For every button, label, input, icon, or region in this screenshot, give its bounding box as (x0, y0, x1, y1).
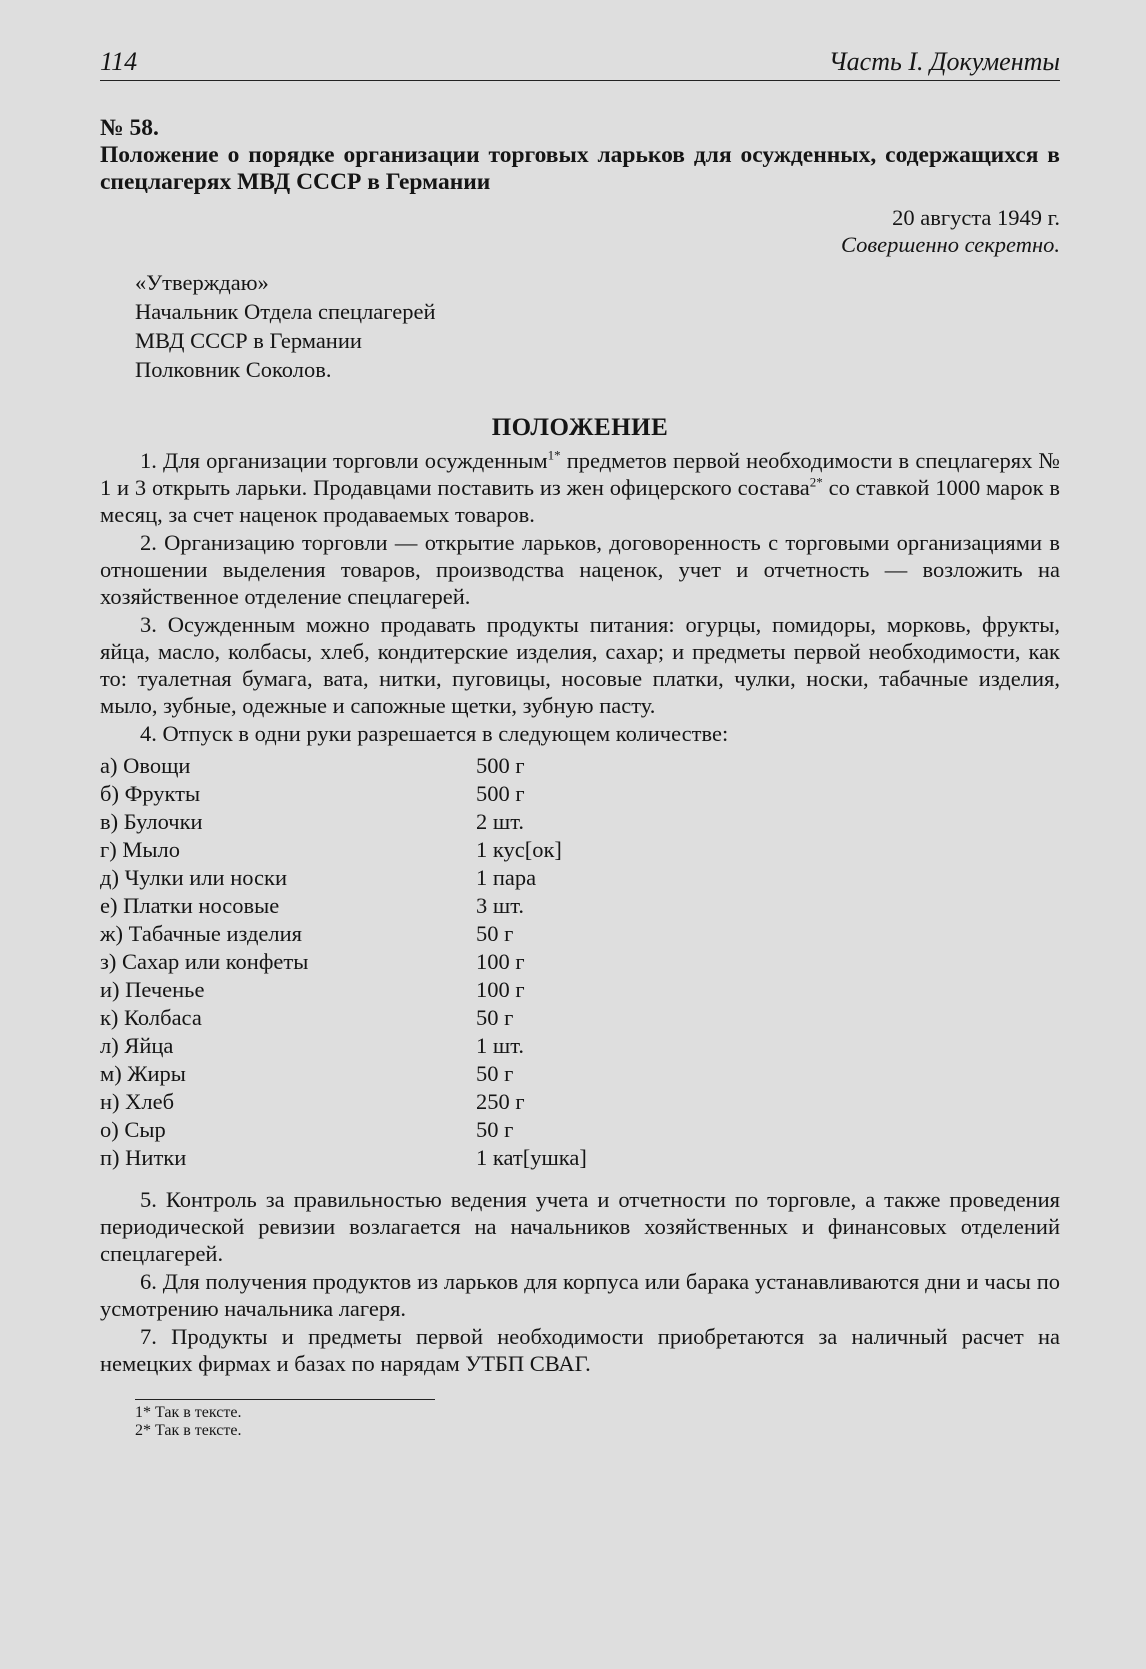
ration-quantity: 50 г (476, 1061, 514, 1086)
ration-item: ж) Табачные изделия (100, 921, 303, 946)
paragraph-3: 3. Осужденным можно продавать продукты питания: огурцы, помидоры, морковь, фрукты, яйца, масло, колбасы, хлеб, кондитерские изделия, сахар; и предметы первой необходимости, как то: туалетная бумага, вата, нитки, пуговицы, носовые платки, чулки, носки, табачные изделия, мыло, зубные, одежные и сапожные щетки, зубную пасту. (100, 612, 1060, 718)
ration-item: л) Яйца (100, 1033, 174, 1058)
ration-item: а) Овощи (100, 753, 191, 778)
ration-row (100, 780, 1060, 808)
ration-row (100, 808, 1060, 836)
ration-quantity: 1 кус[ок] (476, 837, 562, 862)
footnote-divider (135, 1399, 435, 1400)
approval-line: «Утверждаю» (135, 270, 269, 295)
ration-row (100, 1032, 1060, 1060)
footnote-ref: 2* (809, 474, 823, 490)
ration-row (100, 752, 1060, 780)
ration-row (100, 1088, 1060, 1116)
ration-item: д) Чулки или носки (100, 865, 288, 890)
document-title: Положение о порядке организации торговых ларьков для осужденных, содержащихся в спецлагерях МВД СССР в Германии (100, 142, 1060, 195)
document-number: № 58. (100, 115, 159, 141)
ration-quantity: 100 г (476, 977, 525, 1002)
page-number: 114 (100, 47, 138, 76)
secrecy-mark: Совершенно секретно. (840, 232, 1060, 257)
ration-quantity: 50 г (476, 1117, 514, 1142)
ration-quantity: 500 г (476, 753, 525, 778)
approval-line: МВД СССР в Германии (135, 328, 362, 353)
approval-line: Полковник Соколов. (135, 357, 332, 382)
ration-item: б) Фрукты (100, 781, 201, 806)
footnote: 1* Так в тексте. (135, 1404, 242, 1421)
ration-row (100, 1004, 1060, 1032)
paragraph-6: 6. Для получения продуктов из ларьков для корпуса или барака устанавливаются дни и часы по усмотрению начальника лагеря. (100, 1269, 1060, 1321)
paragraph-5: 5. Контроль за правильностью ведения учета и отчетности по торговле, а также проведения периодической ревизии возлагается на начальников хозяйственных и финансовых отделений спецлагерей. (100, 1187, 1060, 1266)
ration-item: и) Печенье (100, 977, 205, 1002)
paragraph-7: 7. Продукты и предметы первой необходимости приобретаются за наличный расчет на немецких фирмах и базах по нарядам УТБП СВАГ. (100, 1324, 1060, 1376)
ration-item: к) Колбаса (100, 1005, 202, 1030)
ration-row (100, 892, 1060, 920)
ration-item: н) Хлеб (100, 1089, 175, 1114)
ration-row (100, 920, 1060, 948)
ration-item: г) Мыло (100, 837, 180, 862)
document-body (100, 115, 1060, 1440)
ration-item: з) Сахар или конфеты (100, 949, 309, 974)
ration-row (100, 948, 1060, 976)
ration-row (100, 976, 1060, 1004)
document-date: 20 августа 1949 г. (892, 205, 1060, 230)
ration-quantity: 1 шт. (476, 1033, 524, 1058)
ration-row (100, 864, 1060, 892)
approval-line: Начальник Отдела спецлагерей (135, 299, 436, 324)
running-header (100, 47, 1060, 81)
ration-quantity: 500 г (476, 781, 525, 806)
ration-item: п) Нитки (100, 1145, 187, 1170)
footnotes (135, 1404, 1060, 1440)
ration-row (100, 1144, 1060, 1172)
ration-quantity: 1 пара (476, 865, 537, 890)
paragraph-1: 1. Для организации торговли осужденным$^{1*}$ предметов первой необходимости в спецлагерях № 1 и 3 открыть ларьки. Продавцами поставить из жен офицерского состава$^{2*}$ со ставкой 1000 марок в месяц, за счет наценок продаваемых товаров. (100, 447, 1060, 527)
section-title: Часть I. Документы (828, 47, 1060, 76)
ration-item: о) Сыр (100, 1117, 166, 1142)
ration-item: в) Булочки (100, 809, 203, 834)
ration-quantity: 3 шт. (476, 893, 524, 918)
footnote-ref: 1* (547, 447, 561, 463)
paragraph-4: 4. Отпуск в одни руки разрешается в следующем количестве: (140, 721, 729, 746)
paragraph-2: 2. Организацию торговли — открытие ларьков, договоренность с торговыми организациями в отношении выделения товаров, производства наценок, учет и отчетность — возложить на хозяйственное отделение спецлагерей. (100, 530, 1060, 609)
footnote: 2* Так в тексте. (135, 1422, 242, 1439)
ration-item: е) Платки носовые (100, 893, 280, 918)
ration-item: м) Жиры (100, 1061, 186, 1086)
ration-quantity: 50 г (476, 1005, 514, 1030)
ration-quantity: 100 г (476, 949, 525, 974)
regulation-heading: ПОЛОЖЕНИЕ (491, 414, 669, 441)
ration-quantity: 2 шт. (476, 809, 524, 834)
ration-list (100, 752, 1060, 1172)
ration-quantity: 250 г (476, 1089, 525, 1114)
ration-quantity: 1 кат[ушка] (476, 1145, 587, 1170)
ration-row (100, 1060, 1060, 1088)
ration-quantity: 50 г (476, 921, 514, 946)
ration-row (100, 836, 1060, 864)
ration-row (100, 1116, 1060, 1144)
approval-block (135, 268, 1060, 384)
